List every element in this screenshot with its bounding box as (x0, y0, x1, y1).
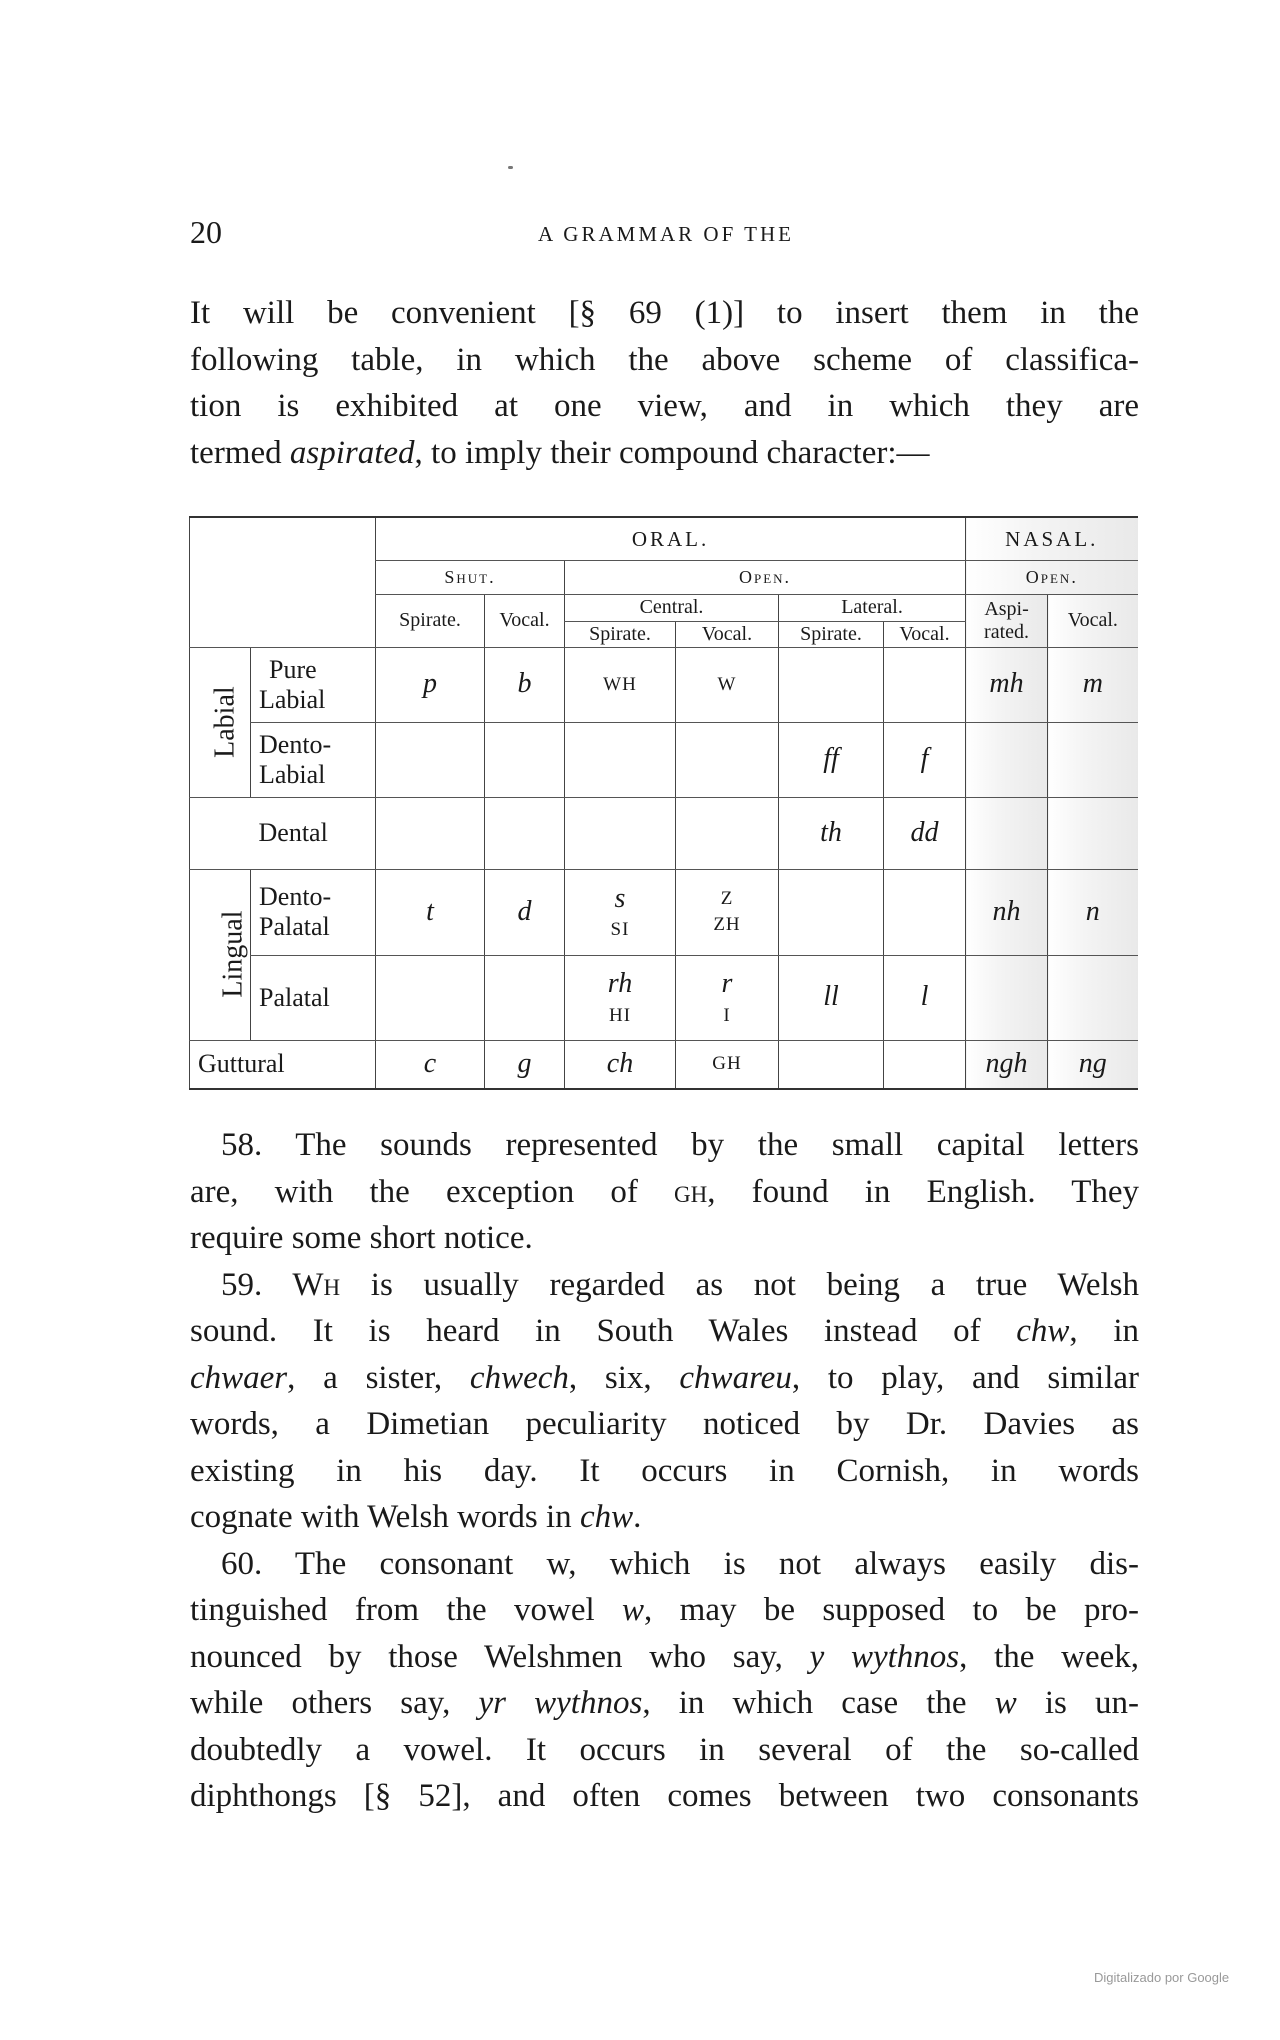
italic-text: chwareu (679, 1359, 792, 1396)
header-shut-spirate: Spirate. (376, 594, 485, 647)
consonant-classification-table (189, 516, 1138, 1090)
text-line (190, 1308, 1139, 1355)
header-nasal-vocal: Vocal. (1048, 594, 1138, 647)
running-head: A GRAMMAR OF THE (538, 222, 794, 246)
text-run: . (633, 1499, 642, 1535)
sound-cell (376, 722, 485, 797)
body-paragraphs (190, 1122, 1139, 1820)
header-oral: ORAL. (376, 517, 966, 560)
text-line (190, 1680, 1139, 1727)
page-number: 20 (190, 214, 222, 250)
sound-cell (565, 869, 676, 955)
text-line (190, 337, 1139, 384)
sound-cell (485, 869, 565, 955)
sound-symbol: mh (989, 668, 1024, 700)
table-row (190, 647, 1138, 722)
sound-cell (376, 647, 485, 722)
sound-symbol: rh (607, 968, 633, 1000)
sound-symbol: th (820, 816, 842, 848)
row-label-line: Palatal (259, 912, 330, 941)
header-central-spirate: Spirate. (565, 621, 676, 647)
row-label: Dental (251, 797, 376, 869)
table-row (190, 955, 1138, 1040)
sound-symbol: GH (712, 1053, 742, 1075)
sound-cell (565, 722, 676, 797)
group-label-lingual (190, 869, 251, 1040)
sound-symbol: c (423, 1048, 437, 1080)
sound-cell (676, 955, 779, 1040)
sound-cell (485, 1040, 565, 1089)
italic-text: chw (579, 1499, 634, 1535)
sound-cell (1048, 647, 1138, 722)
text-run: tinguished from the vowel (190, 1592, 623, 1628)
italic-text: y wythnos (809, 1638, 960, 1675)
sound-symbol: b (517, 668, 532, 700)
text-run: , to play, and similar (791, 1359, 1140, 1396)
row-label-line: Pure (269, 654, 317, 684)
text-run: , in (1069, 1313, 1139, 1349)
sound-symbol: W (717, 673, 737, 695)
sound-cell (966, 1040, 1048, 1089)
sound-cell (966, 722, 1048, 797)
group-label-text: Labial (209, 686, 241, 758)
table-row (190, 797, 1138, 869)
sound-symbol: nh (992, 895, 1021, 927)
header-nasal-open: Open. (966, 560, 1138, 594)
row-label: Guttural (190, 1040, 376, 1089)
text-run: 60. The consonant w, which is not always easily dis- (221, 1545, 1139, 1582)
sound-cell (565, 955, 676, 1040)
sound-cell (884, 955, 966, 1040)
sound-cell (565, 647, 676, 722)
row-label-line: Dento- (259, 729, 332, 759)
small-caps-text: gh (674, 1173, 708, 1210)
text-run: are, with the exception of (190, 1173, 674, 1210)
sound-cell (676, 722, 779, 797)
text-line (190, 1773, 1139, 1820)
sound-cell (966, 869, 1048, 955)
text-run: sound. It is heard in South Wales instead of (190, 1313, 1017, 1349)
sound-symbol: SI (610, 919, 630, 941)
sound-symbol: r (721, 968, 733, 1000)
sound-symbol: n (1085, 895, 1100, 927)
sound-cell (779, 797, 884, 869)
text-run: , a sister, (287, 1359, 470, 1396)
text-run: while others say, (190, 1685, 479, 1721)
row-label (251, 647, 376, 722)
sound-cell (676, 647, 779, 722)
sound-cell (1048, 722, 1138, 797)
text-run: existing in his day. It occurs in Cornish, in words (190, 1452, 1139, 1489)
sound-cell (485, 955, 565, 1040)
text-run: is un- (1016, 1685, 1140, 1721)
sound-cell (565, 797, 676, 869)
row-label (251, 722, 376, 797)
sound-cell (779, 1040, 884, 1089)
header-lateral-spirate: Spirate. (779, 621, 884, 647)
sound-symbol: g (517, 1048, 532, 1080)
sound-symbol: m (1082, 668, 1103, 700)
group-label-labial (190, 647, 251, 797)
text-line (190, 1401, 1139, 1448)
sound-symbol: HI (608, 1004, 632, 1026)
text-run: tion is exhibited at one view, and in which they are (190, 388, 1139, 424)
row-label-line: Labial (259, 759, 326, 789)
text-line (190, 1541, 1139, 1588)
text-line (190, 1634, 1139, 1681)
text-line (190, 1355, 1139, 1402)
sound-cell (966, 647, 1048, 722)
text-run: , found in English. They (707, 1173, 1139, 1210)
sound-symbol: Z (720, 888, 734, 910)
sound-cell (485, 797, 565, 869)
text-run: , six, (568, 1359, 680, 1396)
sound-cell (1048, 955, 1138, 1040)
text-run: cognate with Welsh words in (190, 1499, 580, 1535)
row-label-line: Labial (259, 684, 326, 714)
header-open: Open. (565, 560, 966, 594)
text-line (190, 1122, 1139, 1169)
sound-cell (676, 869, 779, 955)
row-label (251, 869, 376, 955)
sound-cell (884, 797, 966, 869)
sound-symbol: I (723, 1004, 731, 1026)
sound-symbol: d (517, 895, 532, 927)
intro-paragraph (190, 290, 1139, 476)
text-line (190, 1727, 1139, 1774)
sound-cell (779, 869, 884, 955)
sound-symbol: WH (603, 673, 637, 695)
text-run: , may be supposed to be pro- (644, 1592, 1140, 1628)
header-lateral-vocal: Vocal. (884, 621, 966, 647)
ink-speck (508, 166, 513, 169)
text-run: , the week, (959, 1638, 1139, 1675)
text-line (190, 1215, 1139, 1262)
text-run: , to imply their compound character:— (414, 434, 930, 471)
sound-symbol: l (920, 981, 929, 1013)
sound-cell (966, 797, 1048, 869)
sound-symbol: ZH (713, 914, 741, 935)
header-central: Central. (565, 594, 779, 621)
sound-cell (966, 955, 1048, 1040)
sound-cell (1048, 1040, 1138, 1089)
text-run: diphthongs [§ 52], and often comes between two consonants (190, 1778, 1139, 1814)
text-run: words, a Dimetian peculiarity noticed by Dr. Davies as (190, 1406, 1139, 1442)
text-run: doubtedly a vowel. It occurs in several of the so-called (190, 1731, 1139, 1768)
text-line (190, 1169, 1139, 1216)
sound-cell (884, 722, 966, 797)
sound-cell (779, 722, 884, 797)
sound-cell (779, 647, 884, 722)
text-run: It will be convenient [§ 69 (1)] to insert them in the (190, 295, 1139, 331)
italic-text: w (622, 1592, 645, 1628)
header-shut-vocal: Vocal. (485, 594, 565, 647)
sound-symbol: s (614, 882, 626, 914)
small-caps-text: h (323, 1266, 341, 1303)
table-row (190, 869, 1138, 955)
text-run: , in which case the (642, 1685, 995, 1721)
sound-cell (676, 797, 779, 869)
table-row (190, 722, 1138, 797)
italic-text: chwaer (190, 1359, 288, 1396)
sound-cell (376, 955, 485, 1040)
header-lateral: Lateral. (779, 594, 966, 621)
text-run: 59. W (221, 1266, 324, 1303)
sound-cell (376, 869, 485, 955)
italic-text: yr wythnos (478, 1685, 643, 1721)
sound-symbol: f (920, 743, 929, 775)
sound-symbol: ng (1078, 1048, 1107, 1080)
text-run: following table, in which the above scheme of classifica- (190, 341, 1139, 378)
sound-cell (376, 797, 485, 869)
sound-cell (485, 722, 565, 797)
row-label: Palatal (251, 955, 376, 1040)
sound-symbol: p (423, 668, 437, 700)
sound-symbol: ll (823, 981, 839, 1013)
text-line (190, 1262, 1139, 1309)
text-line (190, 430, 1139, 477)
text-line (190, 1587, 1139, 1634)
table-corner (190, 517, 376, 647)
sound-cell (1048, 797, 1138, 869)
digitization-credit: Digitalizado por Google (1094, 1970, 1230, 1985)
sound-cell (676, 1040, 779, 1089)
text-line (190, 383, 1139, 430)
italic-text: chw (1016, 1313, 1070, 1349)
sound-symbol: dd (910, 816, 939, 848)
sound-cell (376, 1040, 485, 1089)
text-run: termed (190, 434, 290, 471)
header-central-vocal: Vocal. (676, 621, 779, 647)
italic-text: chwech (469, 1359, 569, 1396)
italic-text: w (994, 1685, 1017, 1721)
sound-symbol: ch (606, 1048, 634, 1080)
text-line (190, 1448, 1139, 1495)
group-label-text: Lingual (217, 910, 249, 999)
sound-cell (1048, 869, 1138, 955)
text-line (190, 290, 1139, 337)
sound-cell (884, 869, 966, 955)
sound-cell (485, 647, 565, 722)
text-run: 58. The sounds represented by the small capital letters (221, 1127, 1139, 1163)
table-row (190, 1040, 1138, 1089)
text-run: require some short notice. (190, 1220, 533, 1256)
sound-cell (779, 955, 884, 1040)
sound-symbol: t (426, 895, 434, 927)
text-line (190, 1494, 1139, 1541)
header-nasal-aspirated: Aspi-rated. (966, 594, 1048, 647)
sound-symbol: ngh (985, 1048, 1028, 1080)
text-run: is usually regarded as not being a true Welsh (340, 1266, 1139, 1303)
sound-symbol: ff (823, 743, 839, 775)
sound-cell (884, 1040, 966, 1089)
group-label-empty (190, 797, 251, 869)
sound-cell (565, 1040, 676, 1089)
row-label-line: Dento- (259, 882, 332, 912)
header-nasal: NASAL. (966, 517, 1138, 560)
sound-cell (884, 647, 966, 722)
text-run: nounced by those Welshmen who say, (190, 1638, 810, 1675)
header-shut: Shut. (376, 560, 565, 594)
italic-text: aspirated (289, 434, 415, 471)
